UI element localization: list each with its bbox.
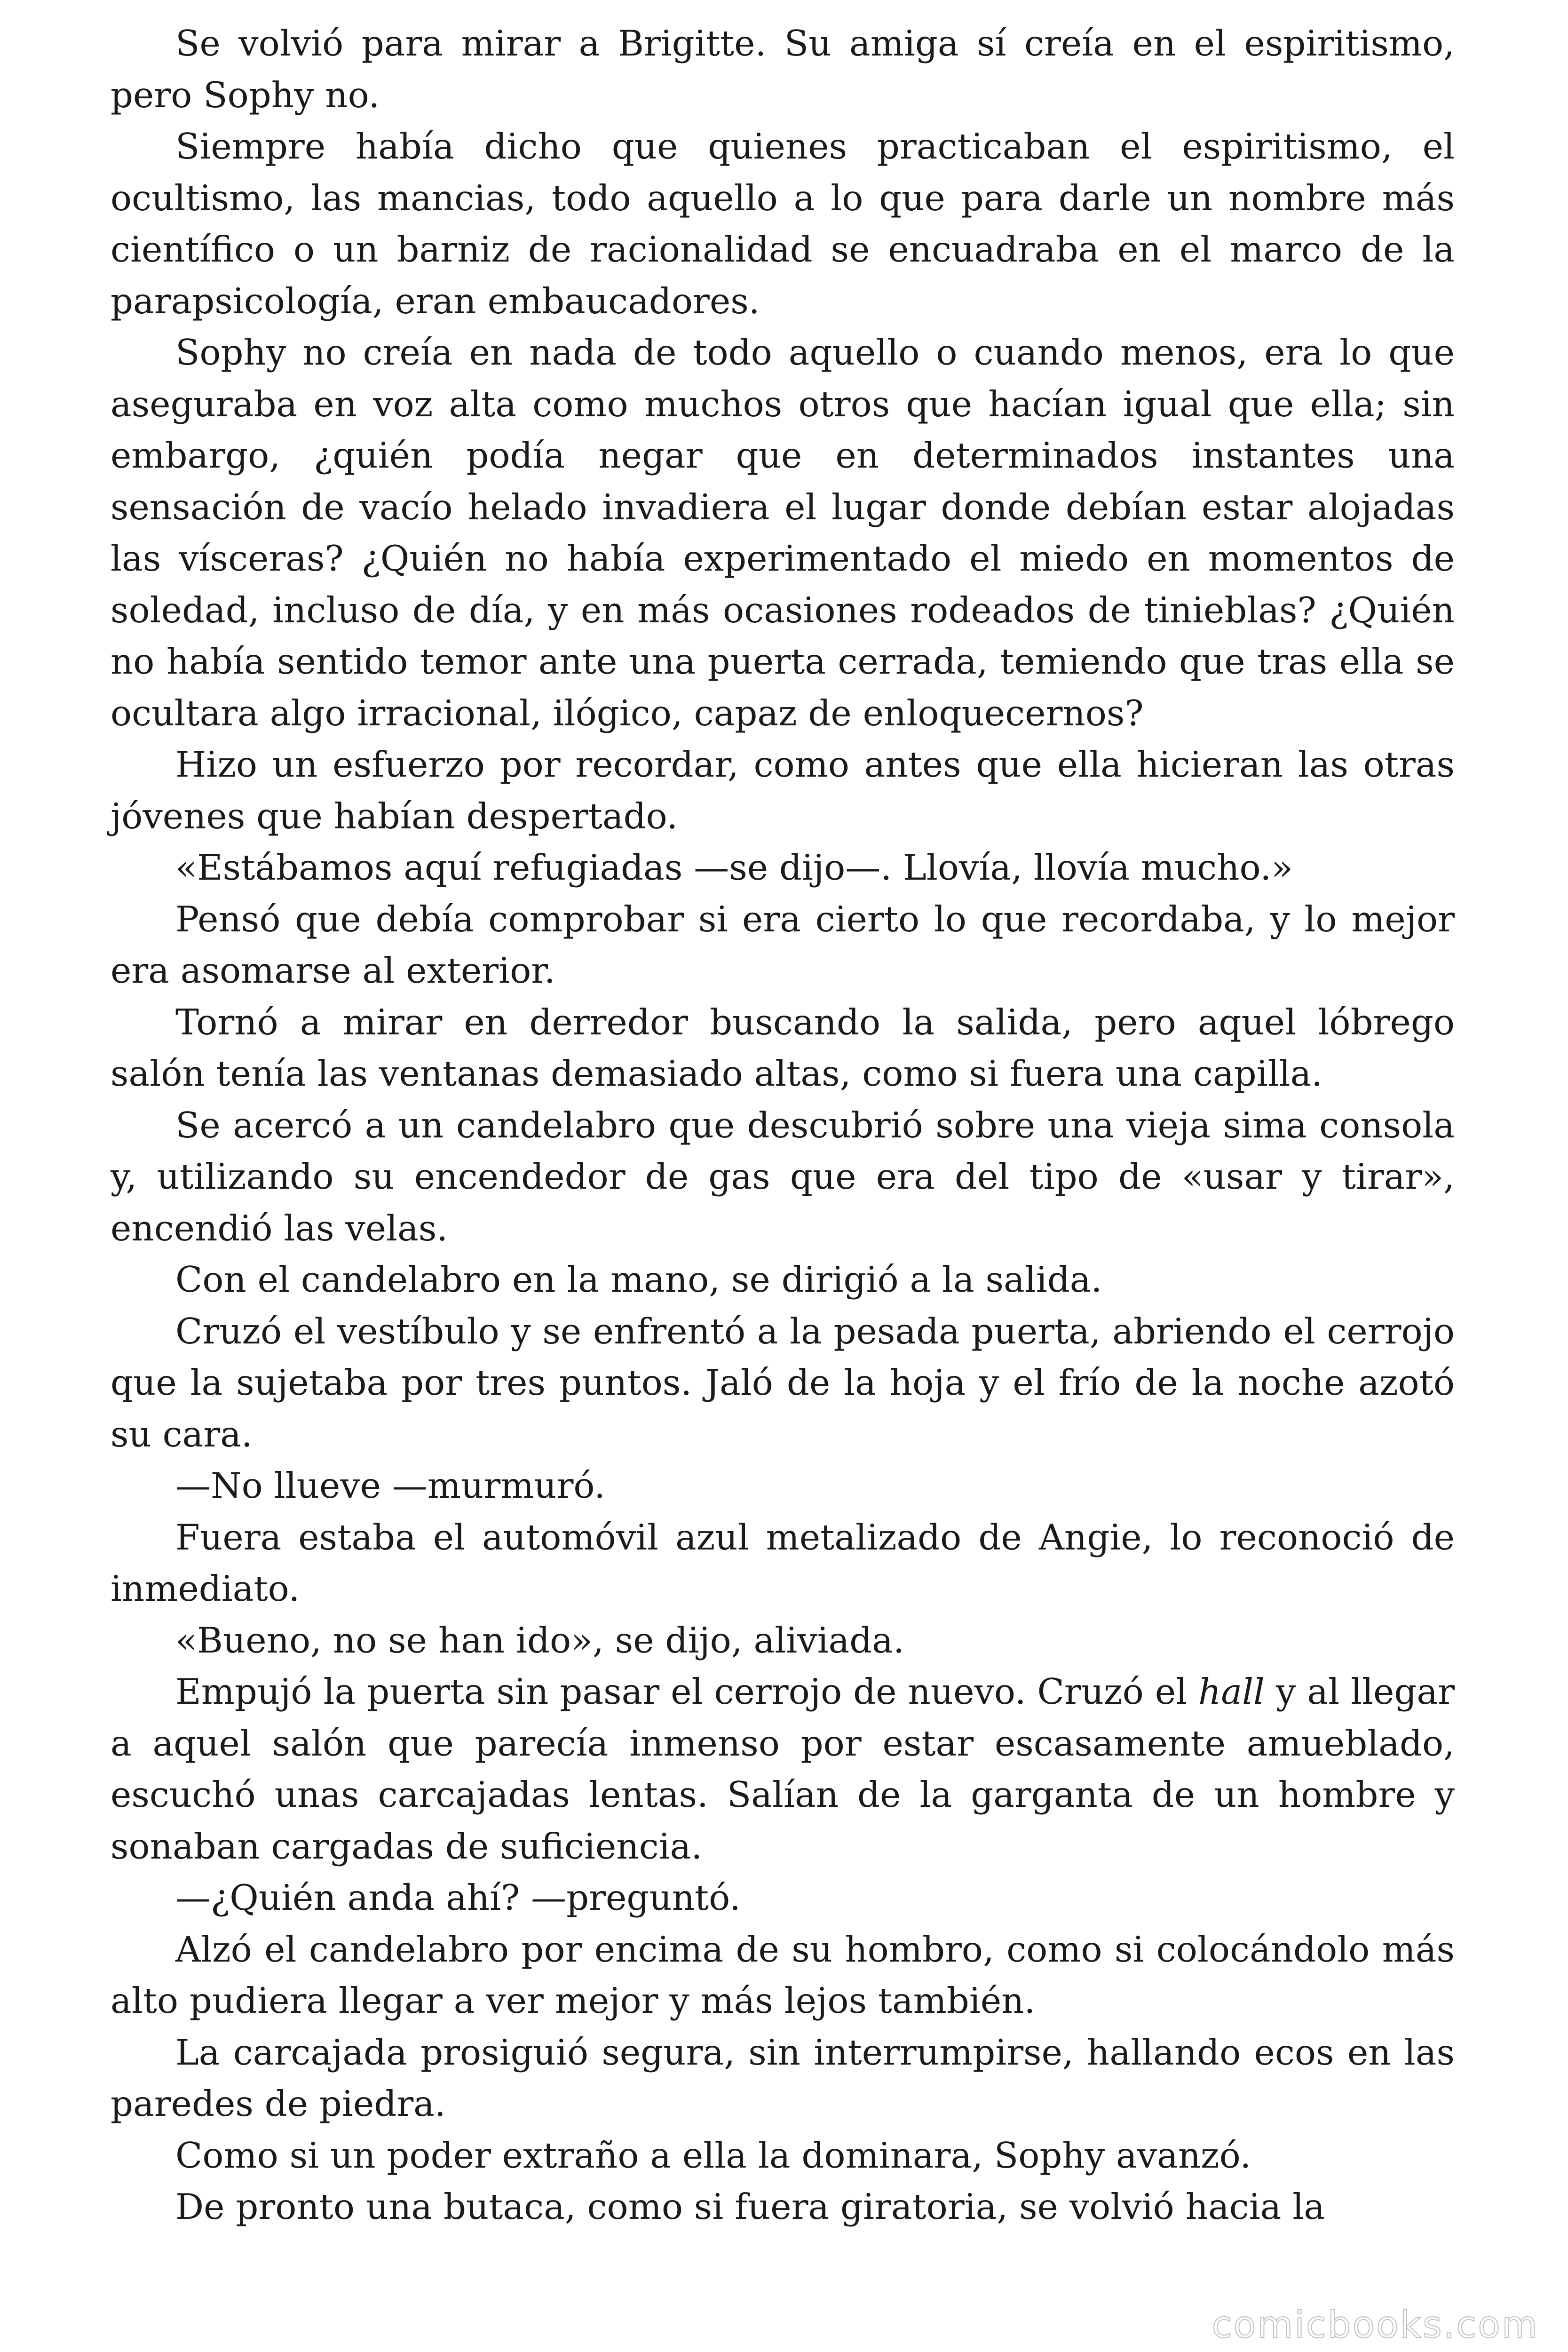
paragraph-text: Empujó la puerta sin pasar el cerrojo de nuevo. Cruzó el <box>175 1671 1199 1712</box>
paragraph <box>111 1666 1455 1872</box>
paragraph: Como si un poder extraño a ella la dominara, Sophy avanzó. <box>175 2134 1251 2176</box>
paragraph: —¿Quién anda ahí? —preguntó. <box>175 1877 741 1918</box>
paragraph: Tornó a mirar en derredor buscando la salida, pero aquel lóbrego salón tenía las ventanas demasiado altas, como si fuera una capilla. <box>111 1001 1455 1094</box>
paragraph: Pensó que debía comprobar si era cierto lo que recordaba, y lo mejor era asomarse al exterior. <box>111 898 1455 991</box>
paragraph: Siempre había dicho que quienes practicaban el espiritismo, el ocultismo, las mancias, todo aquello a lo que para darle un nombre más científico o un barniz de racionalidad se encuadraba en el marco de la parapsicología, eran embaucadores. <box>111 126 1455 322</box>
paragraph: «Estábamos aquí refugiadas —se dijo—. Llovía, llovía mucho.» <box>175 847 1293 888</box>
paragraph: Con el candelabro en la mano, se dirigió a la salida. <box>175 1259 1102 1300</box>
paragraph: Se acercó a un candelabro que descubrió sobre una vieja sima consola y, utilizando su encendedor de gas que era del tipo de «usar y tirar», encendió las velas. <box>111 1104 1455 1249</box>
paragraph: «Bueno, no se han ido», se dijo, aliviada. <box>175 1619 904 1661</box>
paragraph: De pronto una butaca, como si fuera giratoria, se volvió hacia la <box>175 2186 1325 2227</box>
page-body <box>111 18 1455 2233</box>
paragraph: Sophy no creía en nada de todo aquello o cuando menos, era lo que aseguraba en voz alta como muchos otros que hacían igual que ella; sin embargo, ¿quién podía negar que en determinados instantes una sensación de vacío helado invadiera el lugar donde debían estar alojadas las vísceras? ¿Quién no había experimentado el miedo en momentos de soledad, incluso de día, y en más ocasiones rodeados de tinieblas? ¿Quién no había sentido temor ante una puerta cerrada, temiendo que tras ella se ocultara algo irracional, ilógico, capaz de enloquecernos? <box>111 332 1455 734</box>
paragraph: —No llueve —murmuró. <box>175 1465 606 1506</box>
watermark: comicbooks.com <box>1212 2304 1539 2346</box>
paragraph: La carcajada prosiguió segura, sin interrumpirse, hallando ecos en las paredes de piedra. <box>111 2031 1455 2124</box>
paragraph: Fuera estaba el automóvil azul metalizado de Angie, lo reconoció de inmediato. <box>111 1516 1455 1609</box>
paragraph: Cruzó el vestíbulo y se enfrentó a la pesada puerta, abriendo el cerrojo que la sujetaba por tres puntos. Jaló de la hoja y el frío de la noche azotó su cara. <box>111 1310 1455 1455</box>
paragraph: Alzó el candelabro por encima de su hombro, como si colocándolo más alto pudiera llegar a ver mejor y más lejos también. <box>111 1928 1455 2021</box>
paragraph: Hizo un esfuerzo por recordar, como antes que ella hicieran las otras jóvenes que habían despertado. <box>111 744 1455 837</box>
paragraph-text: y al llegar a aquel salón que parecía inmenso por estar escasamente amueblado, escuchó unas carcajadas lentas. Salían de la garganta de un hombre y sonaban cargadas de suficiencia. <box>111 1671 1455 1867</box>
paragraph: Se volvió para mirar a Brigitte. Su amiga sí creía en el espiritismo, pero Sophy no. <box>111 23 1455 116</box>
italic-word: hall <box>1198 1671 1265 1712</box>
